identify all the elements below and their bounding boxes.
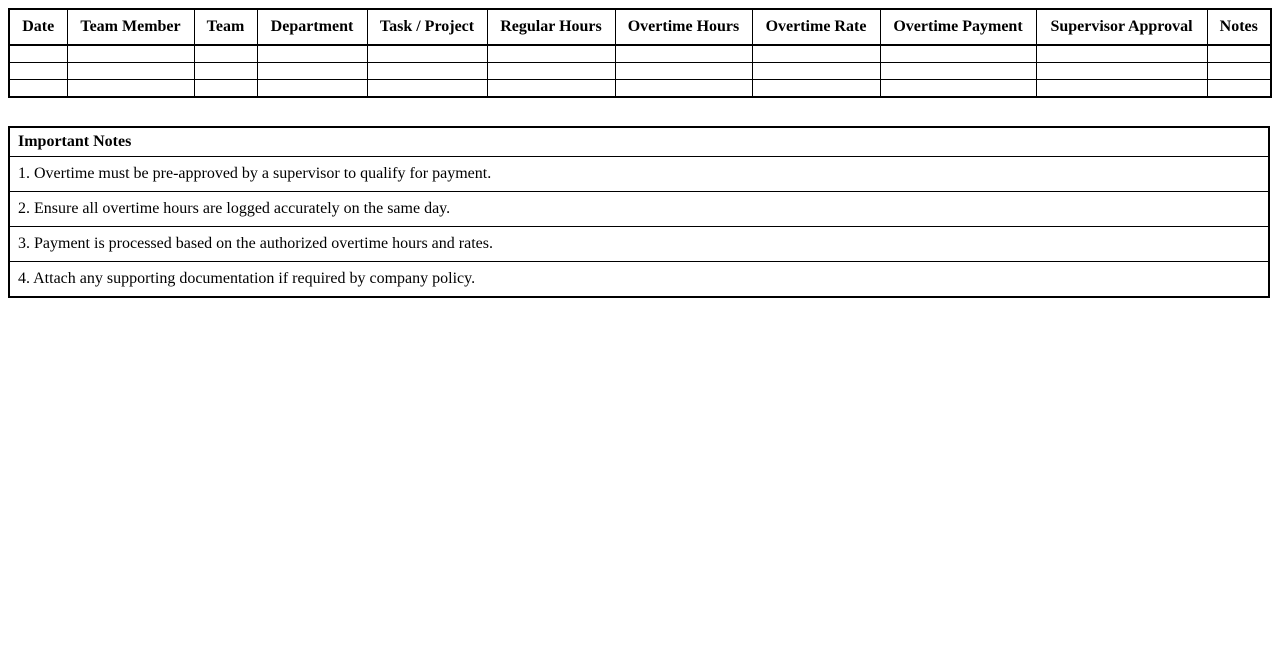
important-note-item-4: 4. Attach any supporting documentation if required by company policy. bbox=[9, 262, 1269, 298]
timesheet-cell bbox=[67, 45, 194, 63]
timesheet-header-row bbox=[9, 9, 1271, 45]
timesheet-cell bbox=[194, 80, 257, 98]
timesheet-cell bbox=[752, 80, 880, 98]
important-notes-title: Important Notes bbox=[9, 127, 1269, 157]
timesheet-cell bbox=[487, 45, 615, 63]
important-note-row bbox=[9, 262, 1269, 298]
timesheet-cell bbox=[1036, 80, 1207, 98]
column-header-date: Date bbox=[9, 9, 67, 45]
important-note-row bbox=[9, 227, 1269, 262]
timesheet-cell bbox=[1036, 45, 1207, 63]
important-notes-header-row bbox=[9, 127, 1269, 157]
timesheet-cell bbox=[67, 80, 194, 98]
timesheet-cell bbox=[615, 45, 752, 63]
timesheet-empty-row bbox=[9, 63, 1271, 80]
timesheet-cell bbox=[1207, 80, 1271, 98]
important-note-row bbox=[9, 192, 1269, 227]
overtime-timesheet-table bbox=[8, 8, 1272, 98]
column-header-department: Department bbox=[257, 9, 367, 45]
column-header-team-member: Team Member bbox=[67, 9, 194, 45]
timesheet-cell bbox=[487, 63, 615, 80]
column-header-notes: Notes bbox=[1207, 9, 1271, 45]
timesheet-cell bbox=[9, 63, 67, 80]
timesheet-cell bbox=[880, 45, 1036, 63]
timesheet-cell bbox=[615, 80, 752, 98]
timesheet-cell bbox=[9, 45, 67, 63]
timesheet-cell bbox=[367, 45, 487, 63]
timesheet-cell bbox=[752, 63, 880, 80]
timesheet-cell bbox=[1207, 45, 1271, 63]
timesheet-cell bbox=[487, 80, 615, 98]
column-header-overtime-payment: Overtime Payment bbox=[880, 9, 1036, 45]
timesheet-cell bbox=[194, 63, 257, 80]
column-header-overtime-hours: Overtime Hours bbox=[615, 9, 752, 45]
timesheet-cell bbox=[257, 45, 367, 63]
important-note-item-2: 2. Ensure all overtime hours are logged accurately on the same day. bbox=[9, 192, 1269, 227]
column-header-supervisor-approval: Supervisor Approval bbox=[1036, 9, 1207, 45]
timesheet-cell bbox=[752, 45, 880, 63]
important-note-item-3: 3. Payment is processed based on the authorized overtime hours and rates. bbox=[9, 227, 1269, 262]
important-notes-table bbox=[8, 126, 1270, 298]
timesheet-cell bbox=[9, 80, 67, 98]
timesheet-cell bbox=[194, 45, 257, 63]
timesheet-cell bbox=[1036, 63, 1207, 80]
column-header-team: Team bbox=[194, 9, 257, 45]
timesheet-cell bbox=[880, 63, 1036, 80]
column-header-task-project: Task / Project bbox=[367, 9, 487, 45]
timesheet-cell bbox=[615, 63, 752, 80]
timesheet-empty-row bbox=[9, 80, 1271, 98]
timesheet-cell bbox=[67, 63, 194, 80]
timesheet-cell bbox=[880, 80, 1036, 98]
important-note-item-1: 1. Overtime must be pre-approved by a supervisor to qualify for payment. bbox=[9, 157, 1269, 192]
column-header-overtime-rate: Overtime Rate bbox=[752, 9, 880, 45]
timesheet-cell bbox=[1207, 63, 1271, 80]
column-header-regular-hours: Regular Hours bbox=[487, 9, 615, 45]
timesheet-cell bbox=[367, 80, 487, 98]
important-note-row bbox=[9, 157, 1269, 192]
timesheet-cell bbox=[257, 63, 367, 80]
timesheet-cell bbox=[257, 80, 367, 98]
timesheet-cell bbox=[367, 63, 487, 80]
timesheet-empty-row bbox=[9, 45, 1271, 63]
